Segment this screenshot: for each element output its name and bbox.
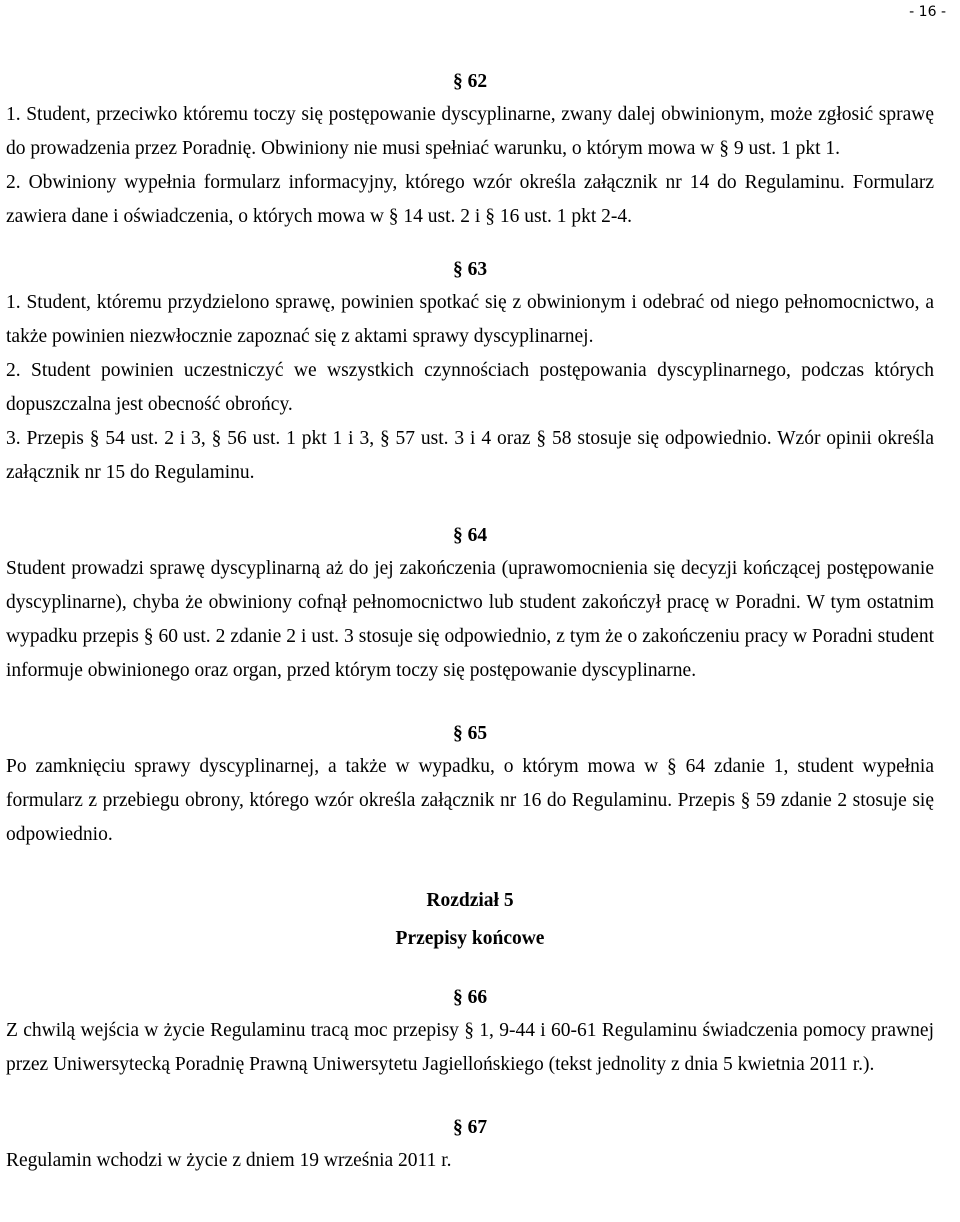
chapter-number: Rozdział 5 — [426, 890, 514, 911]
chapter-title: Przepisy końcowe — [395, 928, 545, 949]
paragraph-65: Po zamknięciu sprawy dyscyplinarnej, a także w wypadku, o którym mowa w § 64 zdanie 1, student wypełnia formularz z przebiegu obrony, którego wzór określa załącznik nr 16 do Regulaminu. Przepis § 59 zdanie 2 stosuje się odpowiednio. — [6, 756, 934, 845]
paragraph-63-2: 2. Student powinien uczestniczyć we wszystkich czynnościach postępowania dyscyplinarnego, podczas których dopuszczalna jest obecność obrońcy. — [6, 360, 934, 415]
section-heading-62: § 62 — [452, 71, 488, 92]
paragraph-64: Student prowadzi sprawę dyscyplinarną aż do jej zakończenia (uprawomocnienia się decyzji kończącej postępowanie dyscyplinarne), chyba że obwiniony cofnął pełnomocnictwo lub student zakończył pracę w Poradni. W tym ostatnim wypadku przepis § 60 ust. 2 zdanie 2 i ust. 3 stosuje się odpowiednio, z tym że o zakończeniu pracy w Poradni student informuje obwinionego oraz organ, przed którym toczy się postępowanie dyscyplinarne. — [6, 558, 934, 681]
paragraph-67: Regulamin wchodzi w życie z dniem 19 września 2011 r. — [6, 1150, 452, 1171]
paragraph-62-2: 2. Obwiniony wypełnia formularz informacyjny, którego wzór określa załącznik nr 14 do Regulaminu. Formularz zawiera dane i oświadczenia, o których mowa w § 14 ust. 2 i § 16 ust. 1 pkt 2-4. — [6, 172, 934, 227]
section-heading-67: § 67 — [452, 1117, 488, 1138]
section-heading-63: § 63 — [452, 259, 488, 280]
section-heading-64: § 64 — [452, 525, 488, 546]
paragraph-62-1: 1. Student, przeciwko któremu toczy się postępowanie dyscyplinarne, zwany dalej obwinionym, może zgłosić sprawę do prowadzenia przez Poradnię. Obwiniony nie musi spełniać warunku, o którym mowa w § 9 ust. 1 pkt 1. — [6, 104, 934, 159]
page-number: - 16 - — [909, 4, 946, 20]
paragraph-63-3: 3. Przepis § 54 ust. 2 i 3, § 56 ust. 1 pkt 1 i 3, § 57 ust. 3 i 4 oraz § 58 stosuje się odpowiednio. Wzór opinii określa załącznik nr 15 do Regulaminu. — [6, 428, 934, 483]
document-body — [6, 66, 934, 1178]
paragraph-63-1: 1. Student, któremu przydzielono sprawę, powinien spotkać się z obwinionym i odebrać od niego pełnomocnictwo, a także powinien niezwłocznie zapoznać się z aktami sprawy dyscyplinarnej. — [6, 292, 934, 347]
section-heading-65: § 65 — [452, 723, 488, 744]
section-heading-66: § 66 — [452, 987, 488, 1008]
paragraph-66: Z chwilą wejścia w życie Regulaminu tracą moc przepisy § 1, 9-44 i 60-61 Regulaminu świadczenia pomocy prawnej przez Uniwersytecką Poradnię Prawną Uniwersytetu Jagiellońskiego (tekst jednolity z dnia 5 kwietnia 2011 r.). — [6, 1020, 934, 1075]
